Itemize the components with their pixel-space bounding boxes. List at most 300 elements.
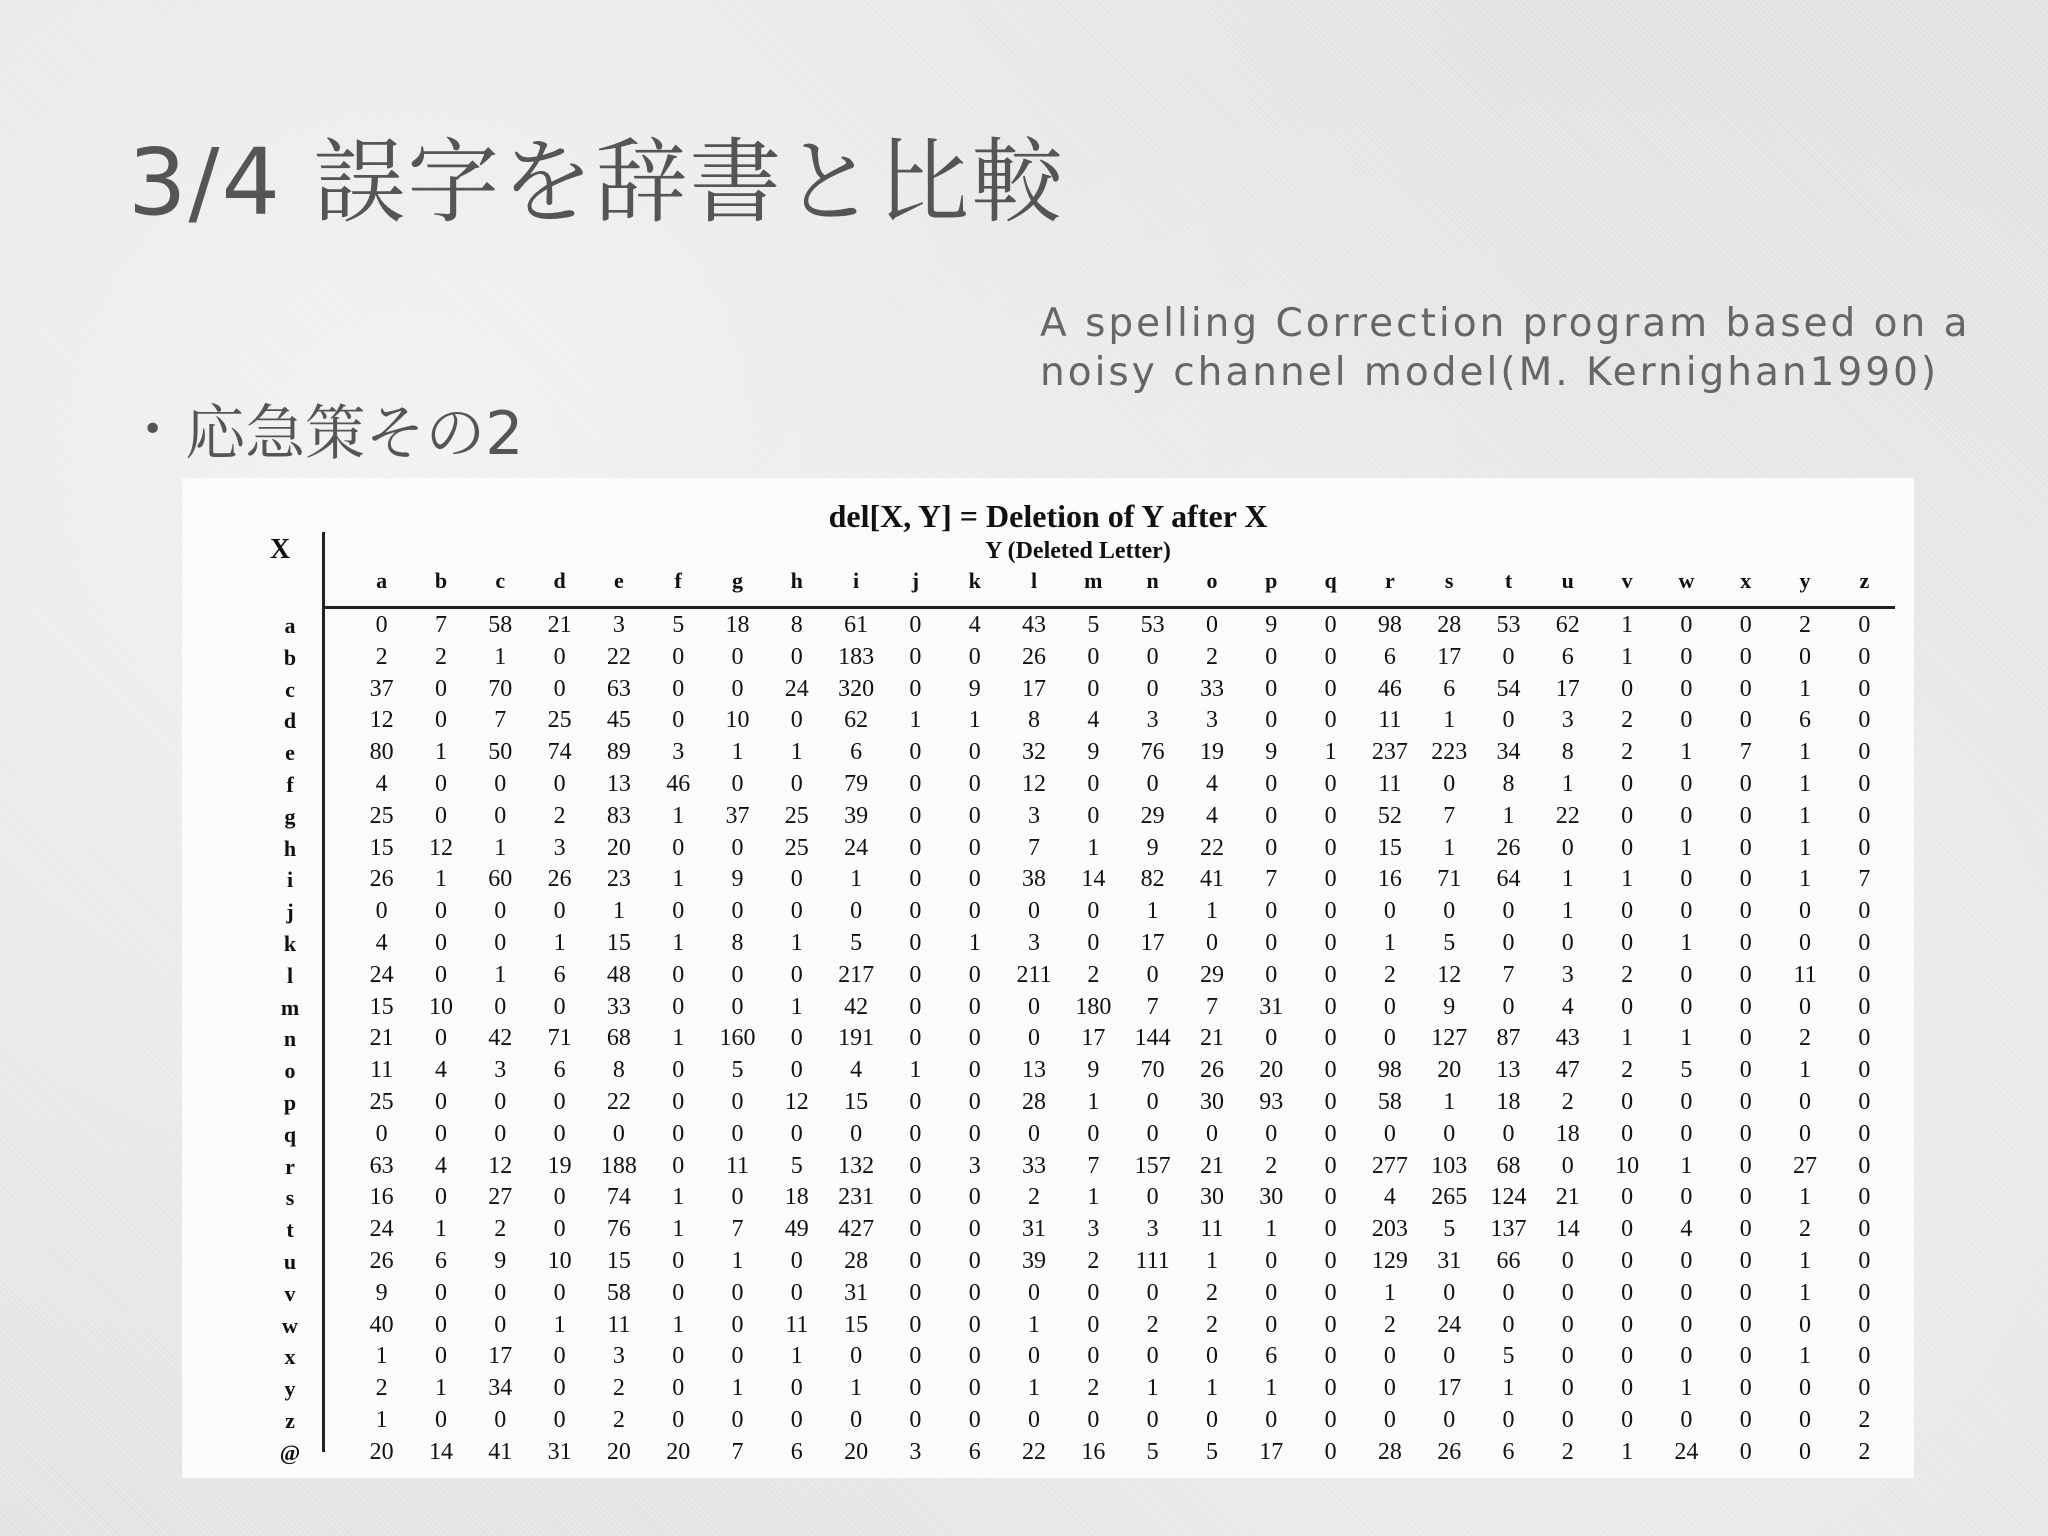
table-cell: 1 xyxy=(1265,1216,1278,1243)
table-cell: 0 xyxy=(672,1120,685,1147)
table-cell: 2 xyxy=(1028,1184,1041,1211)
table-cell: 0 xyxy=(1561,1343,1574,1370)
table-cell: 1 xyxy=(1561,866,1574,893)
table-cell: 0 xyxy=(790,1247,803,1274)
table-cell: 188 xyxy=(600,1152,637,1179)
table-cell: 0 xyxy=(731,961,744,988)
table-cell: 19 xyxy=(1199,739,1224,766)
table-cell: 5 xyxy=(850,929,863,956)
table-cell: 1 xyxy=(1799,675,1812,702)
table-cell: 0 xyxy=(1265,929,1278,956)
table-cell: 2 xyxy=(1799,1216,1812,1243)
table-cell: 6 xyxy=(434,1247,447,1274)
row-label: q xyxy=(283,1121,297,1147)
table-row xyxy=(352,642,1894,674)
table-cell: 0 xyxy=(731,898,744,925)
table-cell: 2 xyxy=(1265,1152,1278,1179)
table-cell: 6 xyxy=(553,1057,566,1084)
table-cell: 9 xyxy=(494,1247,507,1274)
table-cell: 0 xyxy=(1324,1120,1337,1147)
table-cell: 6 xyxy=(850,739,863,766)
table-cell: 0 xyxy=(790,898,803,925)
table-cell: 0 xyxy=(434,1025,447,1052)
table-cell: 24 xyxy=(369,961,394,988)
table-cell: 0 xyxy=(1324,612,1337,638)
table-cell: 0 xyxy=(1858,802,1871,829)
table-cell: 1 xyxy=(1205,1375,1218,1402)
column-header-b: b xyxy=(434,568,448,593)
table-cell: 0 xyxy=(672,961,685,988)
table-cell: 9 xyxy=(1087,1057,1100,1084)
table-cell: 0 xyxy=(1739,707,1752,734)
table-cell: 0 xyxy=(850,1120,863,1147)
table-cell: 0 xyxy=(1739,802,1752,829)
table-cell: 37 xyxy=(725,802,750,829)
table-cell: 0 xyxy=(1621,1088,1634,1115)
table-cell: 0 xyxy=(1028,898,1041,925)
table-cell: 0 xyxy=(1799,929,1812,956)
table-cell: 0 xyxy=(1799,1120,1812,1147)
table-cell: 0 xyxy=(909,1343,922,1370)
table-cell: 6 xyxy=(553,961,566,988)
table-cell: 68 xyxy=(1496,1152,1521,1179)
table-cell: 0 xyxy=(1087,675,1100,702)
table-cell: 5 xyxy=(1146,1438,1159,1465)
table-cell: 26 xyxy=(1496,834,1521,861)
table-cell: 0 xyxy=(1858,993,1871,1020)
table-cell: 17 xyxy=(1022,675,1047,702)
table-cell: 13 xyxy=(1496,1057,1521,1084)
table-cell: 0 xyxy=(553,1279,566,1306)
table-cell: 6 xyxy=(1561,643,1574,670)
table-cell: 223 xyxy=(1431,739,1468,766)
table-cell: 0 xyxy=(968,770,981,797)
table-cell: 20 xyxy=(1437,1057,1462,1084)
table-cell: 0 xyxy=(1383,1406,1396,1433)
table-cell: 103 xyxy=(1431,1152,1468,1179)
table-cell: 0 xyxy=(1858,707,1871,734)
table-cell: 1 xyxy=(731,1247,744,1274)
table-cell: 25 xyxy=(369,1088,394,1115)
table-cell: 1 xyxy=(1799,739,1812,766)
row-label: z xyxy=(285,1407,295,1433)
table-cell: 14 xyxy=(1081,866,1106,893)
table-cell: 0 xyxy=(1680,1088,1693,1115)
table-cell: 0 xyxy=(553,1406,566,1433)
table-cell: 0 xyxy=(1383,993,1396,1020)
row-label: a xyxy=(284,613,296,638)
table-cell: 0 xyxy=(968,993,981,1020)
table-cell: 58 xyxy=(1377,1088,1402,1115)
row-label: t xyxy=(286,1217,294,1243)
table-cell: 211 xyxy=(1016,961,1052,988)
table-cell: 0 xyxy=(909,1279,922,1306)
table-cell: 0 xyxy=(968,1184,981,1211)
bullet-item xyxy=(142,386,523,472)
table-cell: 28 xyxy=(1377,1438,1402,1465)
table-cell: 0 xyxy=(731,993,744,1020)
table-cell: 0 xyxy=(731,675,744,702)
table-cell: 8 xyxy=(1028,707,1041,734)
table-cell: 24 xyxy=(1674,1438,1699,1465)
table-cell: 0 xyxy=(1502,898,1515,925)
table-cell: 0 xyxy=(434,1406,447,1433)
table-cell: 1 xyxy=(553,929,566,956)
table-cell: 0 xyxy=(1858,612,1871,638)
table-cell: 17 xyxy=(1437,643,1462,670)
table-cell: 0 xyxy=(1680,612,1693,638)
table-cell: 0 xyxy=(790,770,803,797)
table-cell: 0 xyxy=(909,993,922,1020)
table-cell: 28 xyxy=(844,1247,869,1274)
table-cell: 0 xyxy=(909,770,922,797)
table-cell: 15 xyxy=(844,1088,869,1115)
table-cell: 0 xyxy=(1621,1406,1634,1433)
table-cell: 0 xyxy=(672,1088,685,1115)
table-cell: 4 xyxy=(375,770,388,797)
table-cell: 0 xyxy=(909,675,922,702)
row-label: k xyxy=(283,930,297,956)
row-labels xyxy=(270,610,310,1469)
table-cell: 4 xyxy=(1087,707,1100,734)
table-cell: 1 xyxy=(1146,898,1159,925)
table-cell: 4 xyxy=(968,612,981,638)
table-cell: 0 xyxy=(672,1279,685,1306)
table-cell: 237 xyxy=(1371,739,1408,766)
table-cell: 1 xyxy=(1205,898,1218,925)
table-cell: 0 xyxy=(1739,866,1752,893)
table-cell: 0 xyxy=(494,802,507,829)
table-cell: 0 xyxy=(553,1343,566,1370)
table-cell: 1 xyxy=(434,739,447,766)
table-cell: 180 xyxy=(1075,993,1112,1020)
table-cell: 9 xyxy=(1443,993,1456,1020)
row-label: s xyxy=(285,1185,295,1211)
table-cell: 3 xyxy=(1205,707,1218,734)
table-cell: 0 xyxy=(1087,929,1100,956)
table-cell: 0 xyxy=(1858,1184,1871,1211)
table-cell: 3 xyxy=(672,739,685,766)
table-cell: 0 xyxy=(1265,643,1278,670)
row-label: y xyxy=(284,1376,296,1402)
table-cell: 0 xyxy=(968,1025,981,1052)
table-cell: 31 xyxy=(1022,1216,1047,1243)
table-cell: 62 xyxy=(1555,612,1580,638)
table-cell: 0 xyxy=(968,1279,981,1306)
table-cell: 0 xyxy=(1621,1247,1634,1274)
table-cell: 0 xyxy=(1324,1247,1337,1274)
table-cell: 71 xyxy=(547,1025,572,1052)
table-cell: 16 xyxy=(1081,1438,1106,1465)
table-cell: 0 xyxy=(1858,1247,1871,1274)
table-cell: 1 xyxy=(1799,834,1812,861)
table-cell: 0 xyxy=(1739,929,1752,956)
row-label: d xyxy=(283,708,297,734)
table-cell: 0 xyxy=(494,770,507,797)
table-cell: 7 xyxy=(1858,866,1871,893)
table-cell: 3 xyxy=(909,1438,922,1465)
table-cell: 12 xyxy=(1437,961,1462,988)
table-cell: 9 xyxy=(968,675,981,702)
table-row xyxy=(352,705,1894,737)
row-label: i xyxy=(286,867,294,893)
table-cell: 0 xyxy=(1324,961,1337,988)
table-cell: 0 xyxy=(1146,1343,1159,1370)
table-cell: 0 xyxy=(1028,1406,1041,1433)
table-cell: 2 xyxy=(553,802,566,829)
table-cell: 1 xyxy=(1799,1247,1812,1274)
table-cell: 0 xyxy=(731,1279,744,1306)
column-header-o: o xyxy=(1206,568,1218,593)
table-cell: 27 xyxy=(488,1184,513,1211)
table-row xyxy=(352,960,1894,992)
table-cell: 0 xyxy=(1146,675,1159,702)
table-cell: 0 xyxy=(731,834,744,861)
table-cell: 0 xyxy=(553,1184,566,1211)
table-cell: 25 xyxy=(369,802,394,829)
table-cell: 1 xyxy=(1680,1025,1693,1052)
row-label: n xyxy=(283,1026,297,1052)
table-cell: 0 xyxy=(1561,1406,1574,1433)
table-cell: 0 xyxy=(909,1120,922,1147)
table-cell: 0 xyxy=(434,1311,447,1338)
table-cell: 0 xyxy=(434,1120,447,1147)
table-cell: 0 xyxy=(731,1343,744,1370)
table-row xyxy=(352,769,1894,801)
table-cell: 0 xyxy=(1799,1438,1812,1465)
table-cell: 0 xyxy=(909,834,922,861)
table-cell: 0 xyxy=(1028,1343,1041,1370)
table-cell: 0 xyxy=(1265,1279,1278,1306)
table-cell: 0 xyxy=(1087,1279,1100,1306)
table-cell: 15 xyxy=(369,993,394,1020)
table-cell: 0 xyxy=(790,1025,803,1052)
table-cell: 20 xyxy=(606,834,631,861)
row-label: p xyxy=(283,1089,297,1115)
table-cell: 1 xyxy=(672,1184,685,1211)
table-cell: 0 xyxy=(850,1343,863,1370)
table-cell: 8 xyxy=(612,1057,625,1084)
table-cell: 1 xyxy=(1443,834,1456,861)
table-cell: 1 xyxy=(850,1375,863,1402)
table-cell: 0 xyxy=(1858,1343,1871,1370)
table-cell: 0 xyxy=(1561,1152,1574,1179)
table-cell: 25 xyxy=(547,707,572,734)
table-cell: 3 xyxy=(553,834,566,861)
column-header-j: j xyxy=(911,568,920,593)
table-cell: 0 xyxy=(968,1311,981,1338)
table-cell: 6 xyxy=(1383,643,1396,670)
table-cell: 0 xyxy=(1502,1406,1515,1433)
table-cell: 0 xyxy=(1739,1216,1752,1243)
table-cell: 42 xyxy=(844,993,869,1020)
table-cell: 34 xyxy=(1496,739,1521,766)
table-cell: 2 xyxy=(1561,1088,1574,1115)
header-divider xyxy=(325,606,1895,609)
table-cell: 0 xyxy=(1028,1025,1041,1052)
table-cell: 33 xyxy=(1199,675,1224,702)
table-cell: 25 xyxy=(784,802,809,829)
table-cell: 0 xyxy=(1739,1152,1752,1179)
table-cell: 5 xyxy=(1087,612,1100,638)
table-subtitle: Y (Deleted Letter) xyxy=(985,538,1171,564)
table-cell: 2 xyxy=(494,1216,507,1243)
table-cell: 0 xyxy=(1087,1120,1100,1147)
row-label: v xyxy=(284,1280,296,1306)
table-cell: 127 xyxy=(1431,1025,1468,1052)
table-cell: 17 xyxy=(1437,1375,1462,1402)
table-cell: 0 xyxy=(1443,898,1456,925)
table-cell: 0 xyxy=(968,739,981,766)
table-cell: 1 xyxy=(1028,1375,1041,1402)
table-cell: 0 xyxy=(1265,707,1278,734)
table-cell: 82 xyxy=(1140,866,1165,893)
table-cell: 0 xyxy=(1324,1152,1337,1179)
table-row xyxy=(352,1341,1894,1373)
table-cell: 1 xyxy=(1680,1152,1693,1179)
table-cell: 1 xyxy=(1087,834,1100,861)
table-cell: 2 xyxy=(1087,1247,1100,1274)
table-cell: 0 xyxy=(1146,1279,1159,1306)
table-cell: 0 xyxy=(1680,993,1693,1020)
table-cell: 0 xyxy=(968,866,981,893)
table-cell: 0 xyxy=(494,1406,507,1433)
table-cell: 1 xyxy=(968,707,981,734)
table-cell: 0 xyxy=(1858,1279,1871,1306)
table-cell: 1 xyxy=(375,1343,388,1370)
table-cell: 29 xyxy=(1199,961,1224,988)
table-cell: 28 xyxy=(1437,612,1462,638)
table-cell: 0 xyxy=(1739,1438,1752,1465)
table-cell: 53 xyxy=(1140,612,1165,638)
table-cell: 0 xyxy=(672,1343,685,1370)
table-cell: 63 xyxy=(606,675,631,702)
table-cell: 7 xyxy=(1739,739,1752,766)
column-header-v: v xyxy=(1621,568,1633,593)
table-cell: 1 xyxy=(434,1216,447,1243)
table-title: del[X, Y] = Deletion of Y after X xyxy=(828,498,1268,534)
table-cell: 11 xyxy=(725,1152,750,1179)
table-cell: 14 xyxy=(428,1438,453,1465)
table-cell: 12 xyxy=(488,1152,513,1179)
table-cell: 15 xyxy=(844,1311,869,1338)
table-cell: 0 xyxy=(434,929,447,956)
table-cell: 0 xyxy=(434,707,447,734)
table-cell: 2 xyxy=(1561,1438,1574,1465)
table-cell: 0 xyxy=(1680,898,1693,925)
table-cell: 0 xyxy=(850,898,863,925)
table-cell: 0 xyxy=(1858,929,1871,956)
table-cell: 1 xyxy=(1621,612,1634,638)
table-cell: 1 xyxy=(1621,1025,1634,1052)
table-cell: 1 xyxy=(494,961,507,988)
table-cell: 5 xyxy=(672,612,685,638)
row-label: @ xyxy=(279,1439,301,1465)
table-cell: 0 xyxy=(494,1311,507,1338)
table-cell: 26 xyxy=(1199,1057,1224,1084)
table-row xyxy=(352,801,1894,833)
table-cell: 15 xyxy=(606,1247,631,1274)
table-cell: 17 xyxy=(1140,929,1165,956)
table-cell: 0 xyxy=(1324,1184,1337,1211)
table-cell: 0 xyxy=(672,1247,685,1274)
table-cell: 10 xyxy=(725,707,750,734)
table-cell: 1 xyxy=(909,707,922,734)
matrix-body xyxy=(352,610,1894,1469)
table-cell: 0 xyxy=(1265,1311,1278,1338)
table-cell: 0 xyxy=(731,1311,744,1338)
row-label: m xyxy=(280,994,300,1020)
table-cell: 0 xyxy=(909,929,922,956)
table-cell: 0 xyxy=(1858,1025,1871,1052)
table-cell: 1 xyxy=(1799,866,1812,893)
table-cell: 0 xyxy=(1799,898,1812,925)
table-cell: 19 xyxy=(547,1152,572,1179)
column-header-x: x xyxy=(1740,568,1752,593)
table-cell: 0 xyxy=(553,1120,566,1147)
table-cell: 265 xyxy=(1431,1184,1468,1211)
table-cell: 0 xyxy=(672,643,685,670)
table-cell: 60 xyxy=(488,866,513,893)
bullet-text: 応急策その2 xyxy=(185,399,524,469)
table-cell: 0 xyxy=(1858,1088,1871,1115)
table-cell: 0 xyxy=(1621,1311,1634,1338)
column-header-m: m xyxy=(1084,568,1103,593)
table-cell: 5 xyxy=(1443,1216,1456,1243)
table-cell: 0 xyxy=(1621,1375,1634,1402)
table-cell: 0 xyxy=(909,1406,922,1433)
table-cell: 74 xyxy=(606,1184,631,1211)
table-cell: 0 xyxy=(1799,1088,1812,1115)
table-cell: 6 xyxy=(968,1438,981,1465)
table-cell: 11 xyxy=(1793,961,1817,988)
table-cell: 0 xyxy=(1680,643,1693,670)
table-cell: 89 xyxy=(606,739,631,766)
table-cell: 0 xyxy=(1087,898,1100,925)
table-cell: 7 xyxy=(1205,993,1218,1020)
table-cell: 7 xyxy=(1443,802,1456,829)
table-cell: 66 xyxy=(1496,1247,1521,1274)
table-cell: 22 xyxy=(1022,1438,1047,1465)
table-cell: 7 xyxy=(1146,993,1159,1020)
table-cell: 47 xyxy=(1555,1057,1580,1084)
table-cell: 39 xyxy=(1022,1247,1047,1274)
table-cell: 3 xyxy=(494,1057,507,1084)
table-cell: 49 xyxy=(784,1216,809,1243)
table-cell: 0 xyxy=(1561,834,1574,861)
table-cell: 46 xyxy=(666,770,691,797)
table-cell: 5 xyxy=(790,1152,803,1179)
table-cell: 83 xyxy=(606,802,631,829)
table-cell: 14 xyxy=(1555,1216,1580,1243)
table-cell: 0 xyxy=(1443,1279,1456,1306)
table-cell: 0 xyxy=(434,1088,447,1115)
table-cell: 0 xyxy=(1680,1406,1693,1433)
table-cell: 0 xyxy=(1265,1025,1278,1052)
table-cell: 0 xyxy=(1858,675,1871,702)
table-row xyxy=(352,674,1894,706)
table-cell: 0 xyxy=(1265,1247,1278,1274)
table-cell: 2 xyxy=(1799,1025,1812,1052)
table-cell: 1 xyxy=(850,866,863,893)
table-cell: 1 xyxy=(1680,834,1693,861)
table-cell: 0 xyxy=(1265,834,1278,861)
table-cell: 0 xyxy=(494,1088,507,1115)
table-cell: 0 xyxy=(1028,993,1041,1020)
table-cell: 2 xyxy=(1205,1311,1218,1338)
table-cell: 7 xyxy=(1502,961,1515,988)
table-cell: 0 xyxy=(1265,1406,1278,1433)
